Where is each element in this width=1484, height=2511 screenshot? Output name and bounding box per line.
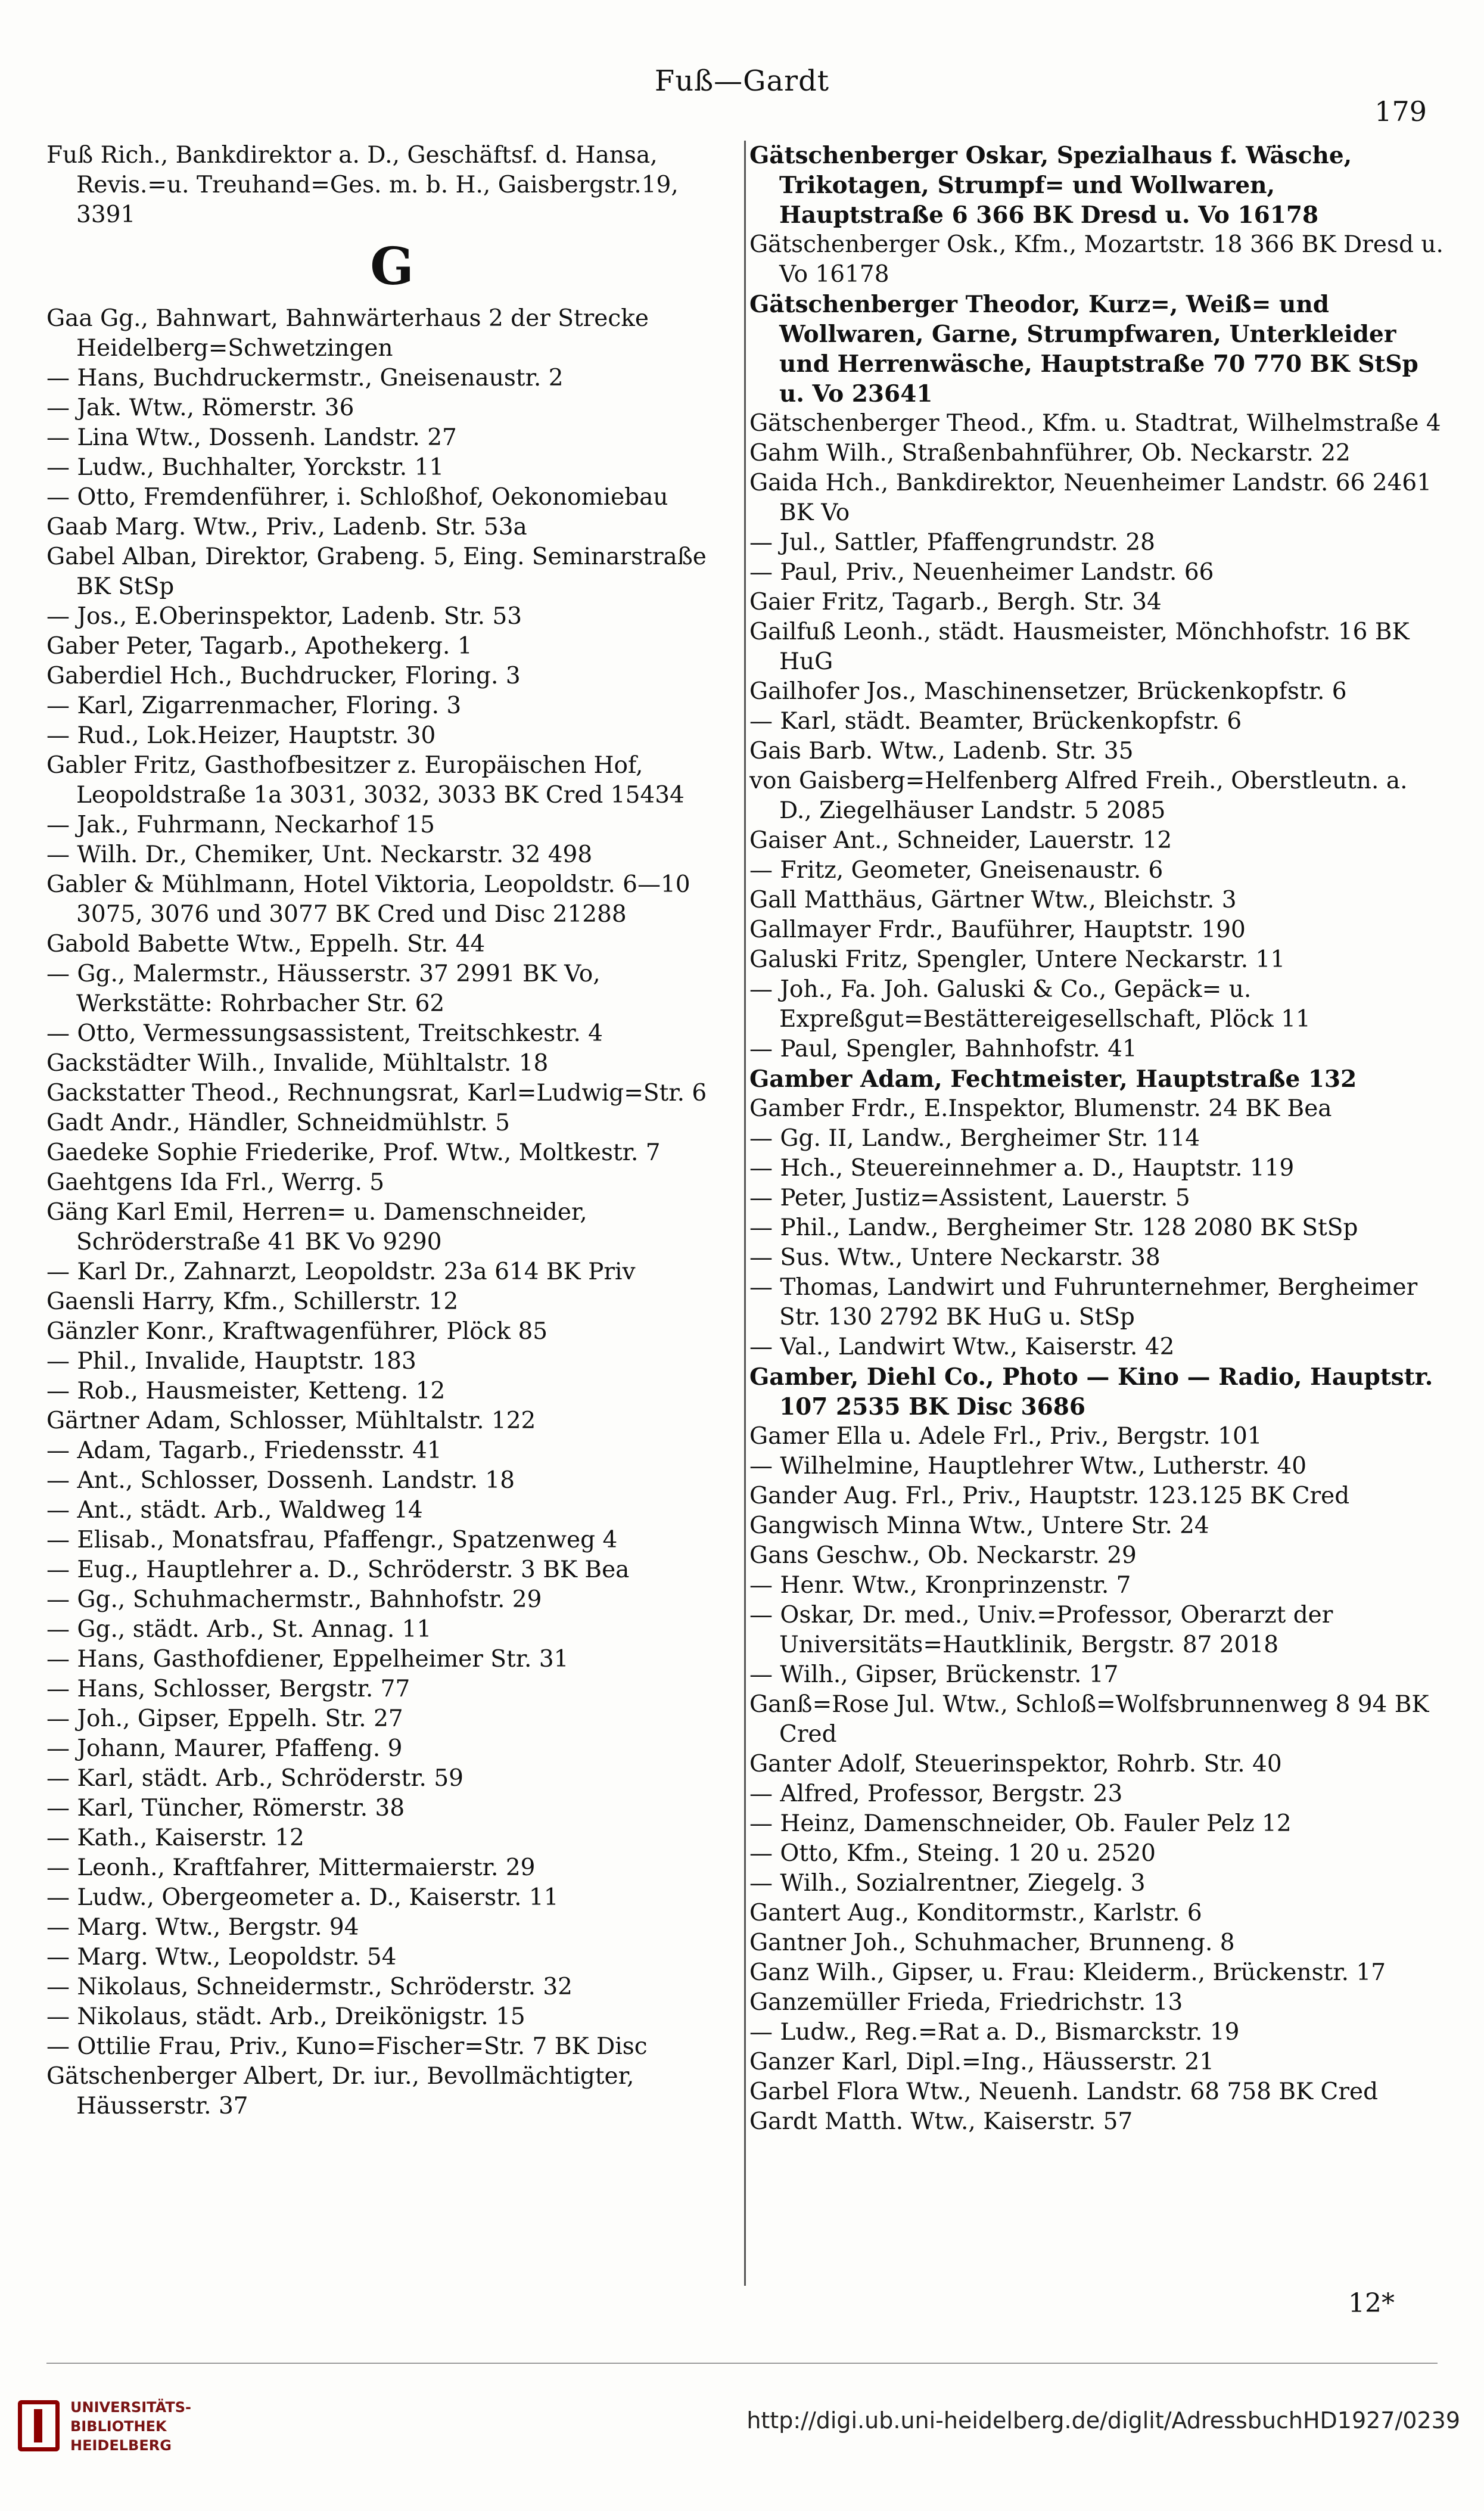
directory-entry: Ganzemüller Frieda, Friedrichstr. 13: [749, 1989, 1183, 2016]
directory-entry: — Kath., Kaiserstr. 12: [46, 1825, 304, 1851]
directory-entry: — Ludw., Reg.=Rat a. D., Bismarckstr. 19: [749, 2019, 1240, 2046]
directory-entry: Garbel Flora Wtw., Neuenh. Landstr. 68 758 BK Cred: [749, 2078, 1379, 2105]
directory-entry: — Thomas, Landwirt und Fuhrunternehmer, Bergheimer Str. 130 2792 BK HuG u. StSp: [749, 1274, 1418, 1331]
page-header-title: Fuß—Gardt: [654, 64, 830, 98]
directory-entry: — Hans, Schlosser, Bergstr. 77: [46, 1676, 410, 1702]
directory-entry: — Phil., Landw., Bergheimer Str. 128 2080 BK StSp: [749, 1214, 1358, 1241]
left-column: [46, 141, 738, 2121]
directory-entry: — Marg. Wtw., Bergstr. 94: [46, 1914, 359, 1941]
directory-entry: — Karl, städt. Arb., Schröderstr. 59: [46, 1765, 463, 1792]
directory-entry: — Karl Dr., Zahnarzt, Leopoldstr. 23a 614 BK Priv: [46, 1258, 636, 1285]
directory-entry: — Ant., städt. Arb., Waldweg 14: [46, 1497, 423, 1524]
directory-entry: — Paul, Priv., Neuenheimer Landstr. 66: [749, 559, 1214, 586]
directory-entry: Gaab Marg. Wtw., Priv., Ladenb. Str. 53a: [46, 514, 527, 540]
directory-entry: — Karl, städt. Beamter, Brückenkopfstr. 6: [749, 708, 1242, 735]
directory-entry: — Lina Wtw., Dossenh. Landstr. 27: [46, 424, 457, 451]
directory-entry: Gabel Alban, Direktor, Grabeng. 5, Eing. Seminarstraße BK StSp: [46, 543, 707, 600]
directory-entry: — Wilh. Dr., Chemiker, Unt. Neckarstr. 32 498: [46, 841, 593, 868]
directory-entry: — Leonh., Kraftfahrer, Mittermaierstr. 29: [46, 1854, 536, 1881]
directory-entry: Gärtner Adam, Schlosser, Mühltalstr. 122: [46, 1407, 536, 1434]
institution-line-3: HEIDELBERG: [70, 2437, 172, 2454]
directory-entry: — Henr. Wtw., Kronprinzenstr. 7: [749, 1572, 1131, 1599]
footer-rule: [46, 2363, 1438, 2364]
directory-entry: Gamber Adam, Fechtmeister, Hauptstraße 132: [749, 1065, 1357, 1093]
directory-entry: — Hans, Gasthofdiener, Eppelheimer Str. 31: [46, 1646, 569, 1673]
directory-entry: Gahm Wilh., Straßenbahnführer, Ob. Neckarstr. 22: [749, 440, 1351, 467]
directory-entry: Ganzer Karl, Dipl.=Ing., Häusserstr. 21: [749, 2049, 1215, 2075]
directory-entry: — Jos., E.Oberinspektor, Ladenb. Str. 53: [46, 603, 522, 630]
directory-entry: — Nikolaus, städt. Arb., Dreikönigstr. 15: [46, 2003, 525, 2030]
directory-entry: Gackstatter Theod., Rechnungsrat, Karl=Ludwig=Str. 6: [46, 1080, 707, 1107]
directory-entry: — Ludw., Obergeometer a. D., Kaiserstr. 11: [46, 1884, 559, 1911]
directory-entry: Galuski Fritz, Spengler, Untere Neckarstr. 11: [749, 946, 1286, 973]
directory-entry: Gätschenberger Theod., Kfm. u. Stadtrat, Wilhelmstraße 4: [749, 410, 1441, 437]
directory-entry: Gais Barb. Wtw., Ladenb. Str. 35: [749, 738, 1134, 765]
institution-line-2: BIBLIOTHEK: [70, 2418, 167, 2435]
column-divider: [744, 141, 746, 2286]
directory-entry: — Gg., städt. Arb., St. Annag. 11: [46, 1616, 432, 1643]
directory-entry: — Hans, Buchdruckermstr., Gneisenaustr. 2: [46, 365, 564, 391]
directory-entry: — Paul, Spengler, Bahnhofstr. 41: [749, 1036, 1137, 1062]
directory-entry: Gaensli Harry, Kfm., Schillerstr. 12: [46, 1288, 459, 1315]
directory-entry: Gans Geschw., Ob. Neckarstr. 29: [749, 1542, 1137, 1569]
directory-entry: — Otto, Fremdenführer, i. Schloßhof, Oekonomiebau: [46, 484, 668, 511]
institution-line-1: UNIVERSITÄTS-: [70, 2399, 192, 2416]
directory-entry: — Wilh., Gipser, Brückenstr. 17: [749, 1661, 1119, 1688]
directory-entry: Gamber Frdr., E.Inspektor, Blumenstr. 24 BK Bea: [749, 1095, 1332, 1122]
page-signature: 12*: [1348, 2288, 1395, 2319]
directory-entry: Gamer Ella u. Adele Frl., Priv., Bergstr. 101: [749, 1423, 1262, 1450]
directory-entry: — Elisab., Monatsfrau, Pfaffengr., Spatzenweg 4: [46, 1527, 618, 1553]
directory-entry: — Joh., Fa. Joh. Galuski & Co., Gepäck= u. Expreßgut=Bestättereigesellschaft, Plöck 11: [749, 976, 1311, 1033]
section-letter: G: [370, 237, 414, 297]
directory-entry: — Eug., Hauptlehrer a. D., Schröderstr. 3 BK Bea: [46, 1556, 630, 1583]
directory-entry: Gabler & Mühlmann, Hotel Viktoria, Leopoldstr. 6—10 3075, 3076 und 3077 BK Cred und Disc 21288: [46, 871, 690, 928]
directory-entry: — Johann, Maurer, Pfaffeng. 9: [46, 1735, 403, 1762]
directory-entry: — Adam, Tagarb., Friedensstr. 41: [46, 1437, 442, 1464]
directory-entry: Gardt Matth. Wtw., Kaiserstr. 57: [749, 2108, 1133, 2135]
directory-entry: Gaa Gg., Bahnwart, Bahnwärterhaus 2 der Strecke Heidelberg=Schwetzingen: [46, 305, 649, 362]
directory-entry: Gaberdiel Hch., Buchdrucker, Floring. 3: [46, 663, 521, 689]
directory-entry: — Alfred, Professor, Bergstr. 23: [749, 1780, 1123, 1807]
directory-entry: — Peter, Justiz=Assistent, Lauerstr. 5: [749, 1185, 1190, 1211]
directory-entry: Gaida Hch., Bankdirektor, Neuenheimer Landstr. 66 2461 BK Vo: [749, 470, 1432, 526]
directory-entry: — Marg. Wtw., Leopoldstr. 54: [46, 1944, 397, 1971]
directory-entry: — Joh., Gipser, Eppelh. Str. 27: [46, 1705, 403, 1732]
directory-entry: Gaier Fritz, Tagarb., Bergh. Str. 34: [749, 589, 1162, 616]
directory-entry: — Phil., Invalide, Hauptstr. 183: [46, 1348, 416, 1375]
directory-entry: — Otto, Vermessungsassistent, Treitschkestr. 4: [46, 1020, 603, 1047]
directory-entry: — Gg., Malermstr., Häusserstr. 37 2991 BK Vo, Werkstätte: Rohrbacher Str. 62: [46, 961, 601, 1017]
footer-url-link[interactable]: http://digi.ub.uni-heidelberg.de/diglit/AdressbuchHD1927/0239: [746, 2407, 1460, 2434]
directory-entry: — Ottilie Frau, Priv., Kuno=Fischer=Str. 7 BK Disc: [46, 2033, 648, 2060]
directory-entry: — Wilh., Sozialrentner, Ziegelg. 3: [749, 1870, 1146, 1897]
directory-entry: Gaiser Ant., Schneider, Lauerstr. 12: [749, 827, 1172, 854]
directory-entry: — Rud., Lok.Heizer, Hauptstr. 30: [46, 722, 436, 749]
directory-entry: Gangwisch Minna Wtw., Untere Str. 24: [749, 1512, 1209, 1539]
directory-entry: Gätschenberger Osk., Kfm., Mozartstr. 18 366 BK Dresd u. Vo 16178: [749, 231, 1443, 288]
directory-entry: — Val., Landwirt Wtw., Kaiserstr. 42: [749, 1334, 1175, 1360]
directory-entry: Gaber Peter, Tagarb., Apothekerg. 1: [46, 633, 472, 660]
directory-entry: Gabold Babette Wtw., Eppelh. Str. 44: [46, 931, 486, 958]
directory-entry: — Jak., Fuhrmann, Neckarhof 15: [46, 812, 435, 838]
directory-entry: Gall Matthäus, Gärtner Wtw., Bleichstr. 3: [749, 887, 1237, 913]
directory-entry: — Otto, Kfm., Steing. 1 20 u. 2520: [749, 1840, 1156, 1867]
directory-entry: Gadt Andr., Händler, Schneidmühlstr. 5: [46, 1110, 510, 1136]
directory-entry: Gaedeke Sophie Friederike, Prof. Wtw., Moltkestr. 7: [46, 1139, 661, 1166]
directory-entry: — Rob., Hausmeister, Ketteng. 12: [46, 1378, 446, 1404]
directory-entry: — Gg. II, Landw., Bergheimer Str. 114: [749, 1125, 1200, 1152]
directory-entry: Gätschenberger Albert, Dr. iur., Bevollmächtigter, Häusserstr. 37: [46, 2063, 634, 2120]
directory-entry: Gallmayer Frdr., Bauführer, Hauptstr. 190: [749, 916, 1246, 943]
directory-entry: Gailhofer Jos., Maschinensetzer, Brückenkopfstr. 6: [749, 678, 1347, 705]
directory-entry: Gander Aug. Frl., Priv., Hauptstr. 123.125 BK Cred: [749, 1483, 1350, 1509]
directory-entry: — Karl, Zigarrenmacher, Floring. 3: [46, 692, 462, 719]
directory-entry: — Karl, Tüncher, Römerstr. 38: [46, 1795, 405, 1822]
directory-entry: Gamber, Diehl Co., Photo — Kino — Radio, Hauptstr. 107 2535 BK Disc 3686: [749, 1363, 1433, 1421]
directory-entry: Gätschenberger Theodor, Kurz=, Weiß= und Wollwaren, Garne, Strumpfwaren, Unterkleider und Herrenwäsche, Hauptstraße 70 770 BK StSp u. Vo 23641: [749, 291, 1418, 408]
directory-entry: — Gg., Schuhmachermstr., Bahnhofstr. 29: [46, 1586, 542, 1613]
directory-entry: Gäng Karl Emil, Herren= u. Damenschneider, Schröderstraße 41 BK Vo 9290: [46, 1199, 587, 1256]
directory-entry: Fuß Rich., Bankdirektor a. D., Geschäftsf. d. Hansa, Revis.=u. Treuhand=Ges. m. b. H., Gaisbergstr.19, 3391: [46, 142, 679, 228]
directory-entry: Gailfuß Leonh., städt. Hausmeister, Mönchhofstr. 16 BK HuG: [749, 619, 1410, 675]
directory-entry: Gänzler Konr., Kraftwagenführer, Plöck 85: [46, 1318, 548, 1345]
directory-entry: — Sus. Wtw., Untere Neckarstr. 38: [749, 1244, 1161, 1271]
directory-entry: — Jul., Sattler, Pfaffengrundstr. 28: [749, 529, 1155, 556]
directory-entry: — Jak. Wtw., Römerstr. 36: [46, 394, 354, 421]
page-number: 179: [1374, 95, 1427, 128]
directory-entry: Gackstädter Wilh., Invalide, Mühltalstr. 18: [46, 1050, 549, 1077]
footer-institution: [70, 2398, 191, 2455]
right-column: [749, 141, 1443, 2137]
directory-entry: Gantner Joh., Schuhmacher, Brunneng. 8: [749, 1929, 1235, 1956]
directory-entry: — Ant., Schlosser, Dossenh. Landstr. 18: [46, 1467, 515, 1494]
directory-entry: Gaehtgens Ida Frl., Werrg. 5: [46, 1169, 385, 1196]
directory-entry: von Gaisberg=Helfenberg Alfred Freih., Oberstleutn. a. D., Ziegelhäuser Landstr. 5 2085: [749, 767, 1408, 824]
directory-entry: Ganz Wilh., Gipser, u. Frau: Kleiderm., Brückenstr. 17: [749, 1959, 1386, 1986]
directory-entry: — Wilhelmine, Hauptlehrer Wtw., Lutherstr. 40: [749, 1453, 1307, 1480]
directory-entry: Ganß=Rose Jul. Wtw., Schloß=Wolfsbrunnenweg 8 94 BK Cred: [749, 1691, 1429, 1748]
directory-entry: — Hch., Steuereinnehmer a. D., Hauptstr. 119: [749, 1155, 1295, 1182]
directory-entry: Gabler Fritz, Gasthofbesitzer z. Europäischen Hof, Leopoldstraße 1a 3031, 3032, 3033 BK Cred 15434: [46, 752, 685, 809]
directory-entry: — Nikolaus, Schneidermstr., Schröderstr. 32: [46, 1974, 573, 2000]
directory-entry: Ganter Adolf, Steuerinspektor, Rohrb. Str. 40: [749, 1751, 1282, 1777]
directory-entry: — Heinz, Damenschneider, Ob. Fauler Pelz 12: [749, 1810, 1292, 1837]
directory-entry: — Oskar, Dr. med., Univ.=Professor, Oberarzt der Universitäts=Hautklinik, Bergstr. 87 2018: [749, 1602, 1333, 1658]
directory-entry: — Fritz, Geometer, Gneisenaustr. 6: [749, 857, 1163, 884]
directory-entry: Gätschenberger Oskar, Spezialhaus f. Wäsche, Trikotagen, Strumpf= und Wollwaren, Hauptstraße 6 366 BK Dresd u. Vo 16178: [749, 142, 1352, 229]
directory-entry: — Ludw., Buchhalter, Yorckstr. 11: [46, 454, 444, 481]
directory-entry: Gantert Aug., Konditormstr., Karlstr. 6: [749, 1900, 1202, 1926]
library-logo-icon: [18, 2400, 60, 2451]
